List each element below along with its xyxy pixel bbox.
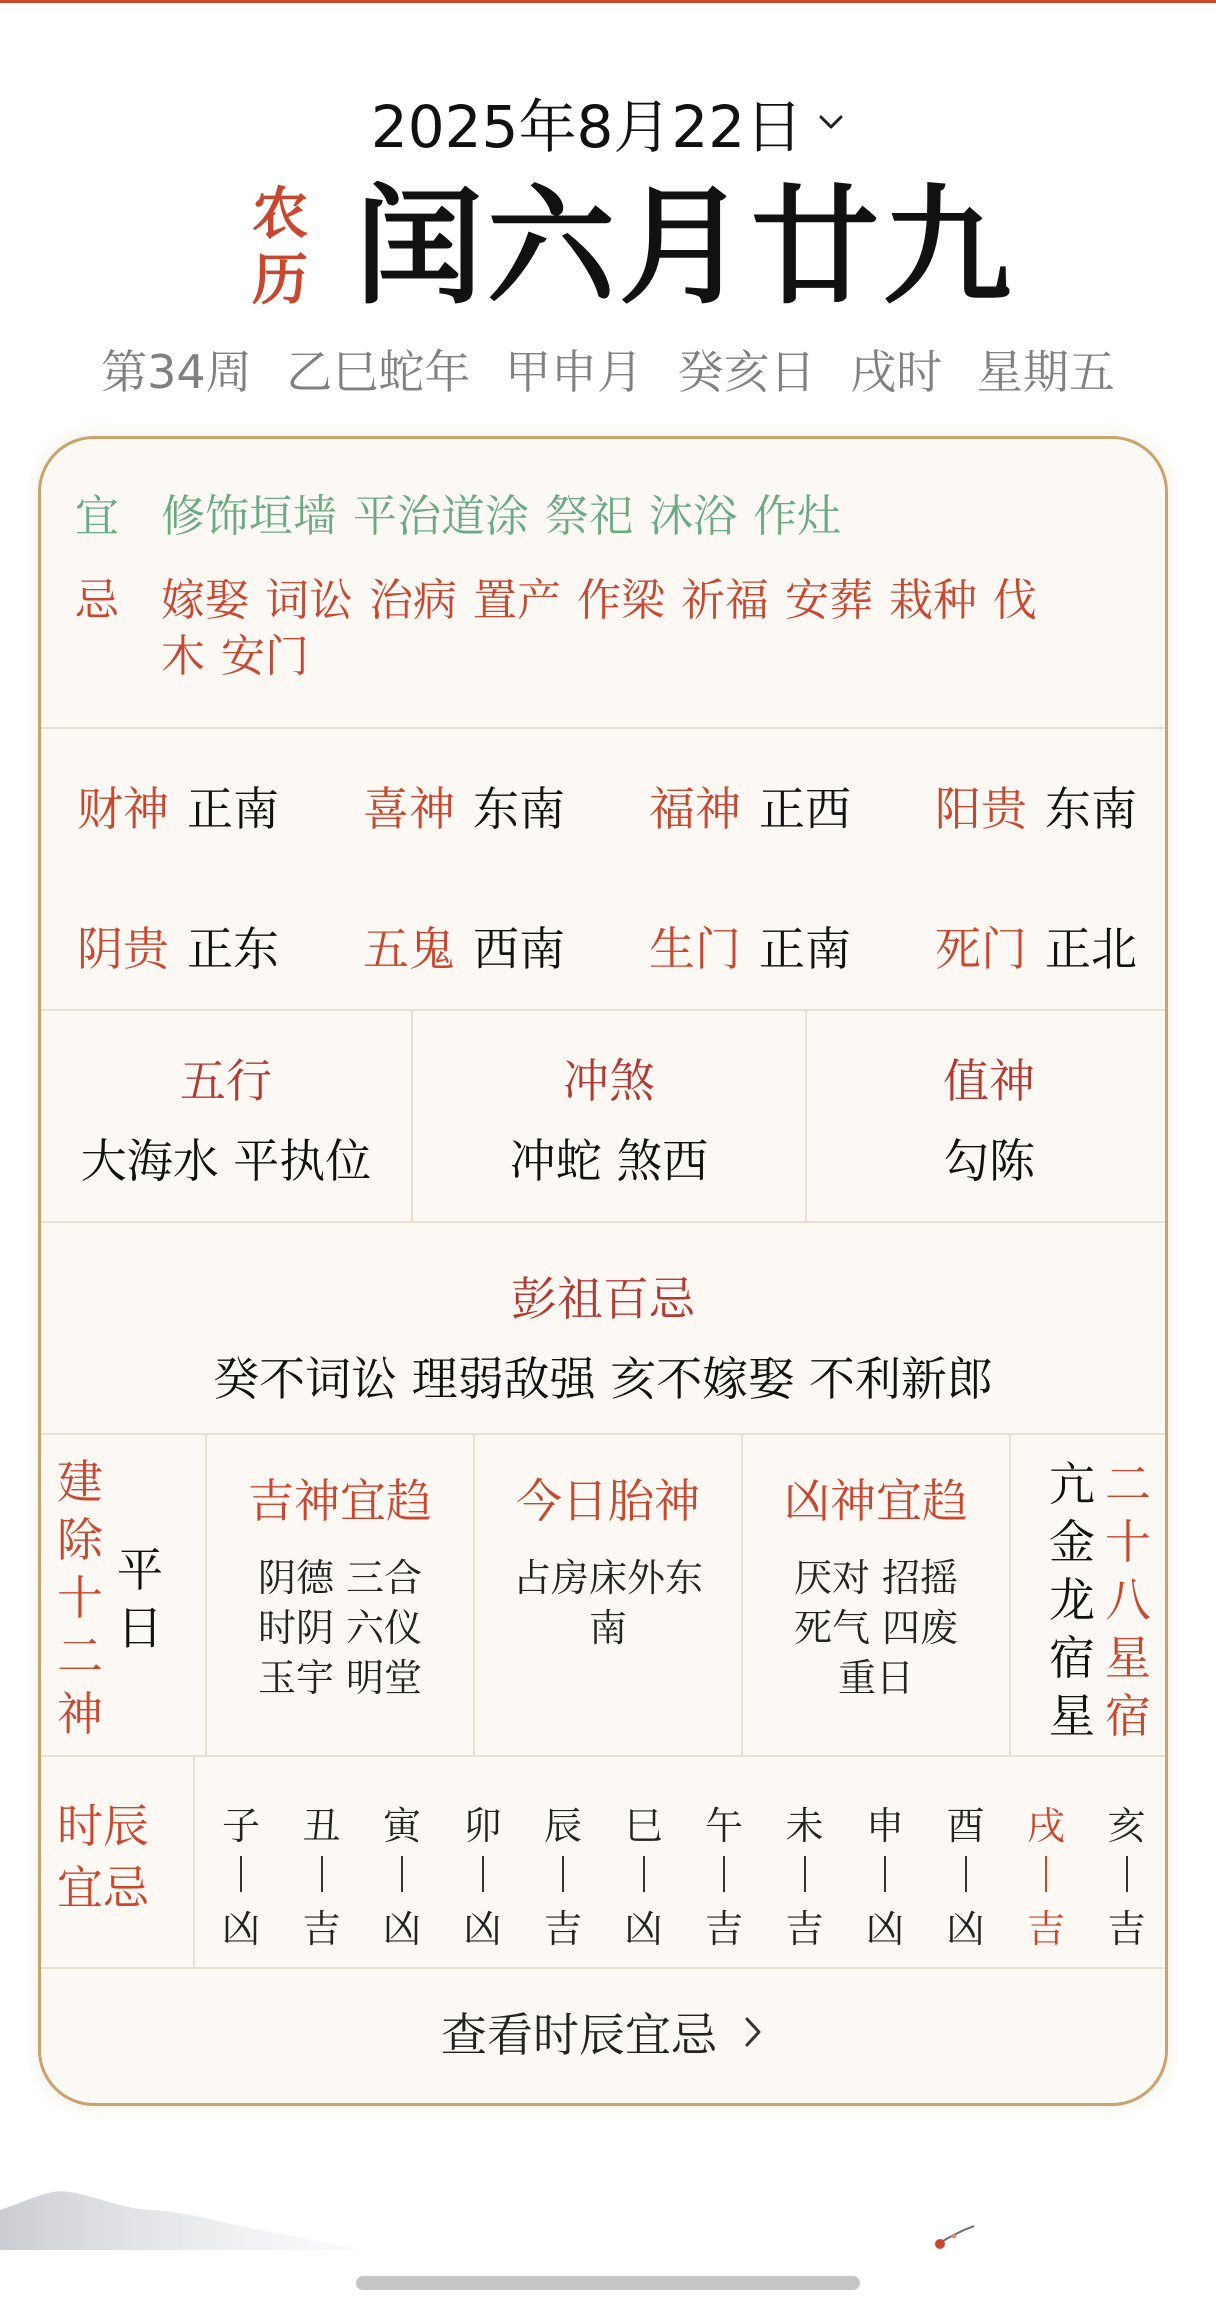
hour-item <box>855 1795 915 1953</box>
shichen-label <box>57 1795 177 1919</box>
hour-result: 吉 <box>785 1907 824 1951</box>
jishen-list <box>207 1553 473 1703</box>
xiongshen-line: 死气 四废 <box>793 1606 959 1650</box>
hour-branch: 子 <box>221 1804 260 1848</box>
god-cell <box>363 913 565 979</box>
god-direction: 正南 <box>759 922 851 976</box>
god-name: 生门 <box>649 922 741 976</box>
value-char: 龙 <box>1049 1573 1095 1627</box>
xiu-value <box>1047 1455 1097 1745</box>
xiongshen-line: 重日 <box>837 1656 914 1700</box>
wuxing-title: 五行 <box>180 1054 272 1108</box>
god-name: 五鬼 <box>363 922 455 976</box>
hour-separator <box>562 1856 564 1892</box>
xiongshen-list <box>743 1553 1009 1703</box>
taishen-title: 今日胎神 <box>516 1474 700 1528</box>
label-char: 神 <box>57 1687 103 1741</box>
hour-branch: 申 <box>865 1804 904 1848</box>
hour-item <box>211 1795 271 1953</box>
date-selector[interactable] <box>0 80 1216 164</box>
week-number: 第34周 <box>101 345 252 399</box>
hour-item <box>614 1795 674 1953</box>
label-char: 二 <box>57 1629 103 1683</box>
label-char: 星 <box>1105 1631 1151 1685</box>
god-name: 财神 <box>77 782 169 836</box>
hour-result: 吉 <box>1107 1907 1146 1951</box>
date-header <box>0 80 1216 402</box>
taishen-line: 南 <box>588 1606 627 1650</box>
zhishen-value: 勾陈 <box>943 1134 1035 1188</box>
pengzu-section <box>41 1223 1165 1433</box>
yi-label: 宜 <box>75 491 119 542</box>
ink-mountain-decoration <box>0 2170 360 2250</box>
hour-branch: 辰 <box>543 1804 582 1848</box>
hour-separator <box>482 1856 484 1892</box>
jishen-line: 玉宇 明堂 <box>257 1656 423 1700</box>
ji-item: 栽种 <box>889 575 977 626</box>
hour-branch: 卯 <box>463 1804 502 1848</box>
shensha-section <box>41 1435 1165 1755</box>
chevron-right-icon <box>741 2015 765 2049</box>
taishen-cell <box>475 1435 741 1755</box>
chongsha-value: 冲蛇 煞西 <box>509 1134 709 1188</box>
hour-result: 吉 <box>704 1907 743 1951</box>
view-shichen-label: 查看时辰宜忌 <box>441 2008 717 2062</box>
jishen-title: 吉神宜趋 <box>248 1474 432 1528</box>
value-char: 金 <box>1049 1515 1095 1569</box>
label-line: 宜忌 <box>57 1861 149 1915</box>
god-cell <box>77 913 279 979</box>
god-cell <box>77 773 279 839</box>
ji-item: 置产 <box>473 575 561 626</box>
label-char: 二 <box>1105 1457 1151 1511</box>
weekday: 星期五 <box>976 345 1115 399</box>
jianchu-value <box>115 1541 165 1657</box>
shichen-section <box>41 1757 1165 1967</box>
value-char: 平 <box>117 1543 163 1597</box>
label-char: 除 <box>57 1513 103 1567</box>
wuxing-value: 大海水 平执位 <box>80 1134 372 1188</box>
god-direction: 东南 <box>1045 782 1137 836</box>
view-shichen-button[interactable] <box>41 1999 1165 2065</box>
lunar-date: 闰六月廿九 <box>355 173 1016 322</box>
god-direction: 西南 <box>473 922 565 976</box>
hour-branch: 戌 <box>1026 1804 1065 1848</box>
label-char: 宿 <box>1105 1689 1151 1743</box>
hour-result: 凶 <box>946 1907 985 1951</box>
ji-item: 治病 <box>369 575 457 626</box>
hour-separator <box>240 1856 242 1892</box>
god-direction: 正西 <box>759 782 851 836</box>
hour-separator <box>1126 1856 1128 1892</box>
gods-section <box>41 729 1165 1009</box>
god-name: 福神 <box>649 782 741 836</box>
ji-item: 作梁 <box>577 575 665 626</box>
year-ganzhi: 乙巳蛇年 <box>286 345 471 399</box>
hour-item <box>453 1795 513 1953</box>
hour-item <box>936 1795 996 1953</box>
yi-item: 平治道涂 <box>353 491 529 542</box>
yi-item: 祭祀 <box>545 491 633 542</box>
hour-result: 凶 <box>865 1907 904 1951</box>
hour-ganzhi: 戌时 <box>850 345 943 399</box>
home-indicator[interactable] <box>356 2276 860 2290</box>
god-name: 阴贵 <box>77 922 169 976</box>
god-direction: 正北 <box>1045 922 1137 976</box>
yi-row <box>75 489 857 545</box>
god-cell <box>649 773 851 839</box>
ji-item: 祈福 <box>681 575 769 626</box>
god-direction: 正东 <box>187 922 279 976</box>
hour-separator <box>401 1856 403 1892</box>
ganzhi-info <box>0 336 1216 402</box>
god-direction: 东南 <box>473 782 565 836</box>
hour-separator <box>804 1856 806 1892</box>
ji-item: 木 <box>161 631 205 682</box>
hour-branch: 酉 <box>946 1804 985 1848</box>
hour-separator <box>643 1856 645 1892</box>
yi-items <box>161 489 857 545</box>
pengzu-text: 癸不词讼 理弱敌强 亥不嫁娶 不利新郎 <box>213 1352 993 1406</box>
ji-label: 忌 <box>75 575 119 626</box>
yi-item: 修饰垣墙 <box>161 491 337 542</box>
chongsha-cell <box>413 1011 805 1221</box>
god-cell <box>363 773 565 839</box>
ji-item: 词讼 <box>265 575 353 626</box>
almanac-card <box>38 436 1168 2106</box>
god-name: 阳贵 <box>935 782 1027 836</box>
label-line: 时辰 <box>57 1799 149 1853</box>
hour-separator <box>321 1856 323 1892</box>
jianchu-label <box>55 1453 105 1743</box>
label-char: 十 <box>1105 1515 1151 1569</box>
hour-item <box>694 1795 754 1953</box>
xiongshen-line: 厌对 招摇 <box>793 1556 959 1600</box>
plum-branch-decoration <box>930 2222 980 2252</box>
hour-item <box>533 1795 593 1953</box>
hour-branch: 巳 <box>624 1804 663 1848</box>
lunar-tag-char: 农 <box>252 182 308 247</box>
hour-item <box>1016 1795 1076 1953</box>
hour-separator <box>965 1856 967 1892</box>
jianchu-cell <box>41 1435 205 1755</box>
ji-items <box>161 573 1053 685</box>
god-name: 喜神 <box>363 782 455 836</box>
hour-separator <box>1045 1856 1047 1892</box>
hour-result: 凶 <box>463 1907 502 1951</box>
pengzu-title: 彭祖百忌 <box>511 1272 695 1326</box>
label-char: 十 <box>57 1571 103 1625</box>
god-cell <box>935 913 1137 979</box>
hour-result: 吉 <box>1026 1907 1065 1951</box>
hour-item <box>292 1795 352 1953</box>
hour-separator <box>723 1856 725 1892</box>
divider <box>193 1757 195 1967</box>
zhishen-title: 值神 <box>943 1054 1035 1108</box>
hour-result: 凶 <box>624 1907 663 1951</box>
hour-branch: 丑 <box>302 1804 341 1848</box>
day-ganzhi: 癸亥日 <box>677 345 816 399</box>
lunar-tag <box>250 182 310 314</box>
hour-branch: 未 <box>785 1804 824 1848</box>
ji-item: 伐 <box>993 575 1037 626</box>
hour-branch: 亥 <box>1107 1804 1146 1848</box>
value-char: 星 <box>1049 1689 1095 1743</box>
hour-branch: 寅 <box>382 1804 421 1848</box>
hour-item <box>1097 1795 1157 1953</box>
ji-item: 安门 <box>221 631 309 682</box>
yi-item: 沐浴 <box>649 491 737 542</box>
hour-separator <box>884 1856 886 1892</box>
yi-item: 作灶 <box>753 491 841 542</box>
label-char: 建 <box>57 1455 103 1509</box>
hour-item <box>372 1795 432 1953</box>
ji-item: 安葬 <box>785 575 873 626</box>
wuxing-section <box>41 1011 1165 1221</box>
hour-item <box>775 1795 835 1953</box>
taishen-line: 占房床外东 <box>512 1556 703 1600</box>
god-direction: 正南 <box>187 782 279 836</box>
zhishen-cell <box>807 1011 1168 1221</box>
jishen-cell <box>207 1435 473 1755</box>
xiongshen-cell <box>743 1435 1009 1755</box>
god-cell <box>649 913 851 979</box>
god-cell <box>935 773 1137 839</box>
wuxing-cell <box>41 1011 411 1221</box>
jishen-line: 时阴 六仪 <box>257 1606 423 1650</box>
ji-row <box>75 573 1053 685</box>
lunar-tag-char: 历 <box>252 248 308 313</box>
hour-result: 凶 <box>382 1907 421 1951</box>
hour-result: 吉 <box>302 1907 341 1951</box>
ji-item: 嫁娶 <box>161 575 249 626</box>
month-ganzhi: 甲申月 <box>504 345 643 399</box>
xiu-label <box>1103 1455 1153 1745</box>
xiu-cell <box>1011 1435 1168 1755</box>
jishen-line: 阴德 三合 <box>257 1556 423 1600</box>
hour-result: 吉 <box>543 1907 582 1951</box>
god-name: 死门 <box>935 922 1027 976</box>
yiji-section <box>41 439 1165 727</box>
value-char: 日 <box>117 1601 163 1655</box>
divider <box>41 1967 1165 1969</box>
taishen-list <box>475 1553 741 1653</box>
hour-branch: 午 <box>704 1804 743 1848</box>
chevron-down-icon[interactable] <box>817 108 845 136</box>
label-char: 八 <box>1105 1573 1151 1627</box>
chongsha-title: 冲煞 <box>563 1054 655 1108</box>
top-accent-line <box>0 0 1216 3</box>
solar-date[interactable]: 2025年8月22日 <box>370 93 804 161</box>
hour-result: 凶 <box>221 1907 260 1951</box>
value-char: 宿 <box>1049 1631 1095 1685</box>
value-char: 亢 <box>1049 1457 1095 1511</box>
xiongshen-title: 凶神宜趋 <box>784 1474 968 1528</box>
